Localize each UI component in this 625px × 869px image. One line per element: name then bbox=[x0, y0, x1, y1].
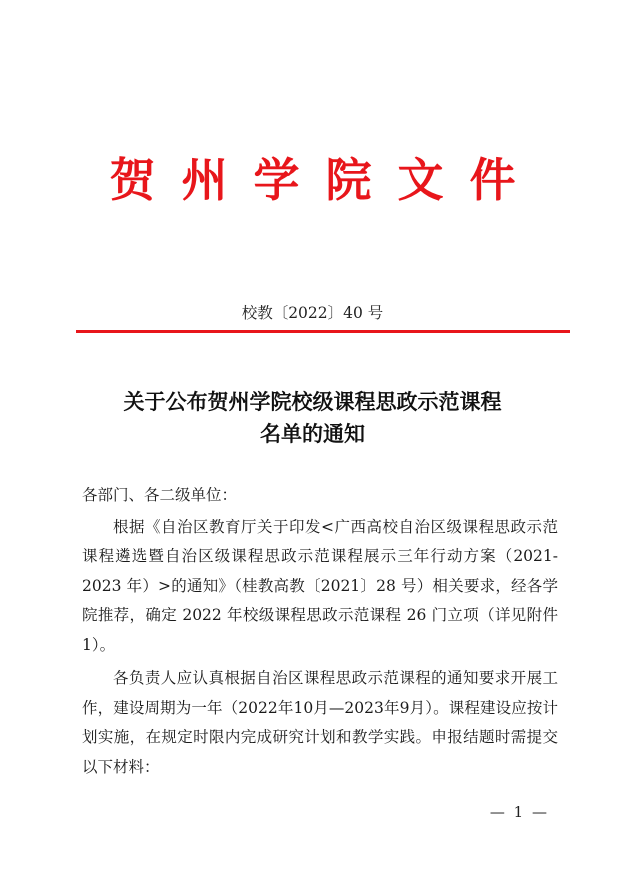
document-number: 校教〔2022〕40 号 bbox=[241, 304, 384, 322]
red-divider-rule bbox=[76, 330, 570, 333]
notice-title-line-2: 名单的通知 bbox=[260, 421, 365, 446]
masthead-title: 贺州学院文件 bbox=[109, 153, 542, 207]
notice-title bbox=[60, 386, 565, 450]
notice-body bbox=[82, 481, 558, 782]
page-number: — 1 — bbox=[489, 803, 549, 821]
body-paragraph-1: 根据《自治区教育厅关于印发<广西高校自治区级课程思政示范课程遴选暨自治区级课程思政示范课程展示三年行动方案（2021-2023 年）>的通知》（桂教高教〔2021〕28 号）相关要求，经各学院推荐，确定 2022 年校级课程思政示范课程 26 门立项（详见附件 1）。 bbox=[82, 517, 558, 654]
salutation: 各部门、各二级单位： bbox=[82, 486, 238, 504]
notice-title-line-1: 关于公布贺州学院校级课程思政示范课程 bbox=[123, 389, 502, 414]
body-paragraph-2: 各负责人应认真根据自治区课程思政示范课程的通知要求开展工作，建设周期为一年（2022年10月—2023年9月）。课程建设应按计划实施，在规定时限内完成研究计划和教学实践。申报结题时需提交以下材料： bbox=[82, 669, 558, 776]
